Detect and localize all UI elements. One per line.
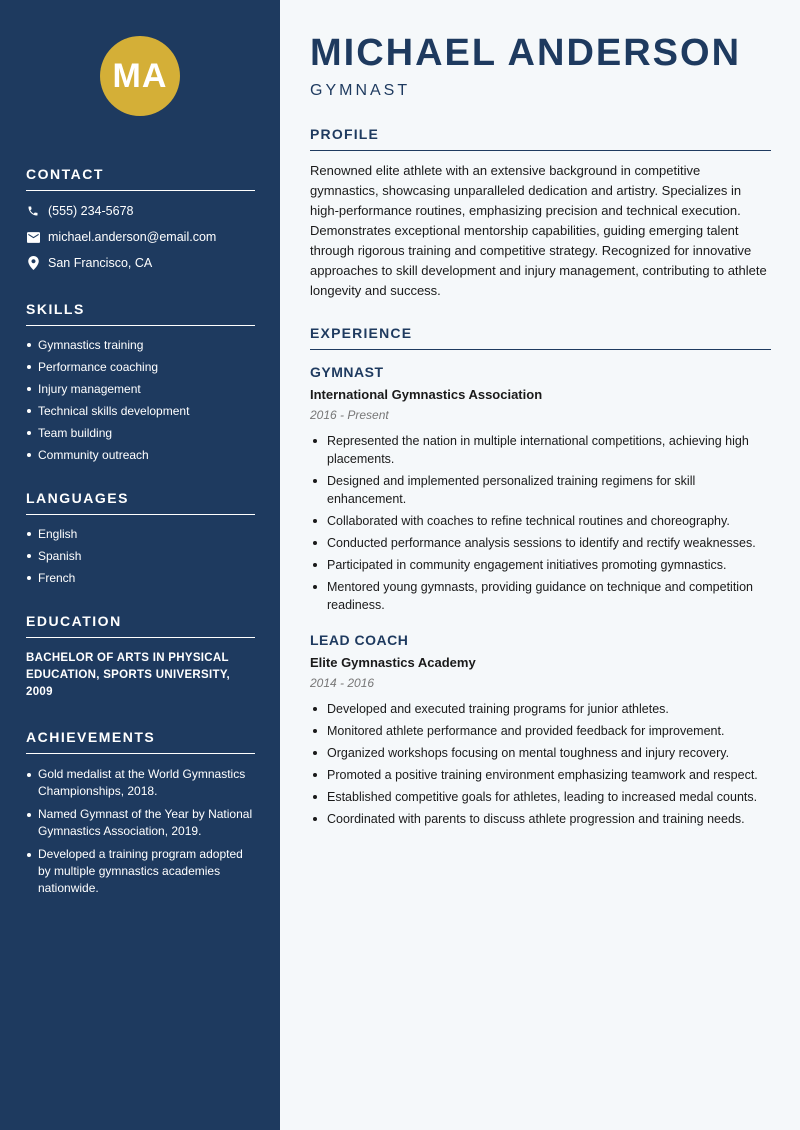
email-text: michael.anderson@email.com xyxy=(48,230,217,244)
list-item: Coordinated with parents to discuss athlete progression and training needs. xyxy=(310,810,771,828)
list-item: Community outreach xyxy=(26,448,255,462)
phone-text: (555) 234-5678 xyxy=(48,204,134,218)
list-item: Named Gymnast of the Year by National Gymnastics Association, 2019. xyxy=(26,806,255,840)
contact-section xyxy=(26,166,255,271)
list-item: Represented the nation in multiple international competitions, achieving high placements. xyxy=(310,432,771,468)
list-item: Organized workshops focusing on mental toughness and injury recovery. xyxy=(310,744,771,762)
contact-title: CONTACT xyxy=(26,166,255,191)
candidate-role: GYMNAST xyxy=(310,82,411,99)
job-company: International Gymnastics Association xyxy=(310,387,543,402)
list-item: Established competitive goals for athletes, leading to increased medal counts. xyxy=(310,788,771,806)
education-text: BACHELOR OF ARTS IN PHYSICAL EDUCATION, SPORTS UNIVERSITY, 2009 xyxy=(26,652,231,698)
map-pin-icon xyxy=(26,256,40,270)
list-item: Gymnastics training xyxy=(26,338,255,352)
job-title: LEAD COACH xyxy=(310,632,409,648)
profile-text: Renowned elite athlete with an extensive background in competitive gymnastics, showcasing unparalleled dedication and artistry. Specializes in high-performance routines, emphasizing precision and technical execution. Demonstrates exceptional mentorship capabilities, guiding emerging talent through rigorous training and competitive strategy. Recognized for innovative approaches to skill development and injury management, contributing to athlete longevity and success. xyxy=(310,163,767,298)
list-item: Developed a training program adopted by multiple gymnastics academies nationwide. xyxy=(26,846,255,897)
contact-list xyxy=(26,203,255,271)
achievements-list xyxy=(26,766,255,897)
mail-icon xyxy=(26,230,40,244)
skills-title: SKILLS xyxy=(26,301,255,326)
list-item: Promoted a positive training environment emphasizing teamwork and respect. xyxy=(310,766,771,784)
profile-section xyxy=(310,126,771,301)
list-item: Mentored young gymnasts, providing guidance on technique and competition readiness. xyxy=(310,578,771,614)
education-section xyxy=(26,613,255,701)
list-item: English xyxy=(26,527,255,541)
contact-email xyxy=(26,229,255,245)
experience-section xyxy=(310,325,771,828)
job-title: GYMNAST xyxy=(310,364,384,380)
experience-title: EXPERIENCE xyxy=(310,325,771,350)
main-content xyxy=(280,0,800,1130)
list-item: Technical skills development xyxy=(26,404,255,418)
list-item: Collaborated with coaches to refine technical routines and choreography. xyxy=(310,512,771,530)
candidate-name: MICHAEL ANDERSON xyxy=(310,32,742,74)
list-item: Designed and implemented personalized training regimens for skill enhancement. xyxy=(310,472,771,508)
languages-title: LANGUAGES xyxy=(26,490,255,515)
contact-phone xyxy=(26,203,255,219)
profile-title: PROFILE xyxy=(310,126,771,151)
list-item: Conducted performance analysis sessions to identify and rectify weaknesses. xyxy=(310,534,771,552)
list-item: Performance coaching xyxy=(26,360,255,374)
list-item: Participated in community engagement initiatives promoting gymnastics. xyxy=(310,556,771,574)
sidebar xyxy=(0,0,280,1130)
phone-icon xyxy=(26,204,40,218)
achievements-title: ACHIEVEMENTS xyxy=(26,729,255,754)
job-bullets xyxy=(310,700,771,828)
avatar xyxy=(100,36,180,116)
list-item: Monitored athlete performance and provided feedback for improvement. xyxy=(310,722,771,740)
list-item: Spanish xyxy=(26,549,255,563)
achievements-section xyxy=(26,729,255,897)
job-entry xyxy=(310,632,771,828)
list-item: Developed and executed training programs for junior athletes. xyxy=(310,700,771,718)
avatar-initials: MA xyxy=(112,56,168,95)
list-item: Gold medalist at the World Gymnastics Championships, 2018. xyxy=(26,766,255,800)
skills-section xyxy=(26,301,255,462)
location-text: San Francisco, CA xyxy=(48,256,153,270)
education-title: EDUCATION xyxy=(26,613,255,638)
list-item: Team building xyxy=(26,426,255,440)
list-item: French xyxy=(26,571,255,585)
languages-list xyxy=(26,527,255,585)
list-item: Injury management xyxy=(26,382,255,396)
job-dates: 2014 - 2016 xyxy=(310,676,375,690)
job-bullets xyxy=(310,432,771,614)
job-company: Elite Gymnastics Academy xyxy=(310,655,476,670)
job-dates: 2016 - Present xyxy=(310,408,389,422)
contact-location xyxy=(26,255,255,271)
job-entry xyxy=(310,364,771,614)
languages-section xyxy=(26,490,255,585)
skills-list xyxy=(26,338,255,462)
